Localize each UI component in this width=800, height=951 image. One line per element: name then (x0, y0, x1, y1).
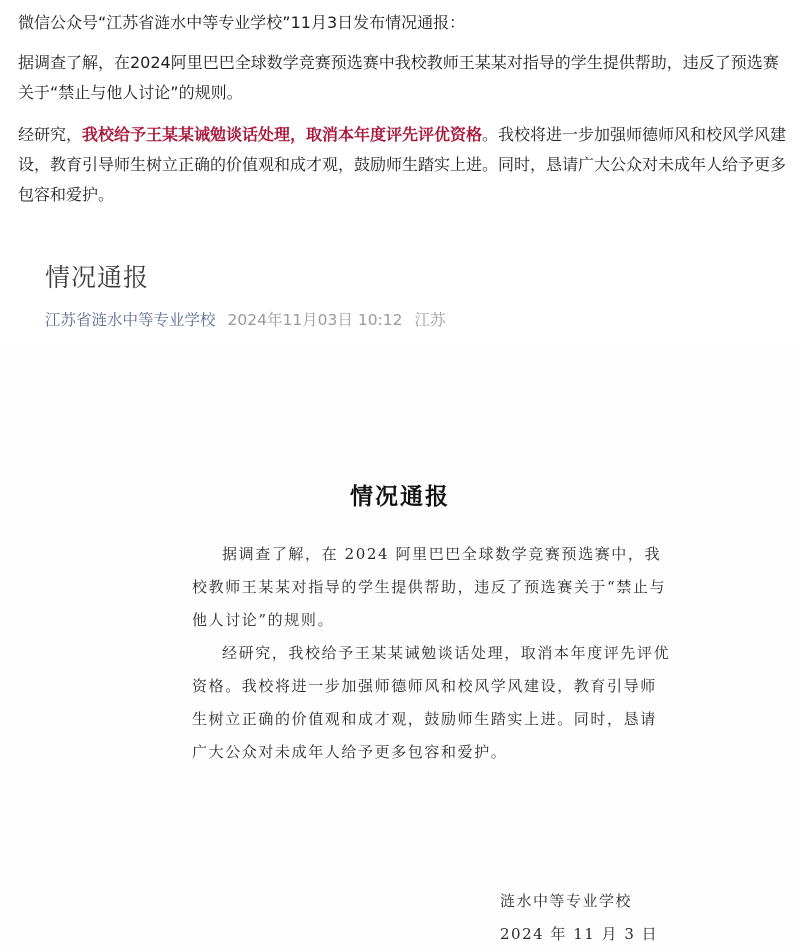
notice-title: 情况通报 (350, 483, 450, 510)
paragraph-2-rest: 。我校将进一步加强师德师风和校风学风建设，教育引导师生树立正确的价值观和成才观，鼓励师生踏实上进。同时，恳请广大公众对未成年人给予更多包容和爱护。 (18, 125, 787, 204)
article-text (18, 8, 788, 220)
post-location: 江苏 (414, 311, 446, 329)
highlighted-decision: 我校给予王某某诫勉谈话处理，取消本年度评先评优资格 (82, 125, 483, 144)
paragraph-2-lead: 经研究， (18, 125, 83, 144)
notice-body (192, 538, 672, 769)
article-intro: 微信公众号“江苏省涟水中等专业学校”11月3日发布情况通报： (18, 13, 466, 32)
notice-paragraph-1: 据调查了解，在 2024 阿里巴巴全球数学竞赛预选赛中，我校教师王某某对指导的学生提供帮助，违反了预选赛关于“禁止与他人讨论”的规则。 (192, 545, 667, 629)
wechat-account-link[interactable]: 江苏省涟水中等专业学校 (45, 311, 216, 329)
scanned-notice-image (0, 345, 800, 947)
wechat-post-meta (45, 308, 446, 330)
notice-date: 2024 年 11 月 3 日 (500, 925, 659, 943)
notice-signature: 涟水中等专业学校 (500, 892, 633, 910)
article-paragraph-2 (18, 120, 788, 210)
article-paragraph-1: 据调查了解，在2024阿里巴巴全球数学竞赛预选赛中我校教师王某某对指导的学生提供帮助，违反了预选赛关于“禁止与他人讨论”的规则。 (18, 53, 779, 102)
post-datetime: 2024年11月03日 10:12 (227, 311, 403, 329)
notice-paragraph-2: 经研究，我校给予王某某诫勉谈话处理，取消本年度评先评优资格。我校将进一步加强师德师风和校风学风建设，教育引导师生树立正确的价值观和成才观，鼓励师生踏实上进。同时，恳请广大公众对未成年人给予更多包容和爱护。 (192, 644, 671, 761)
wechat-post-title: 情况通报 (45, 263, 150, 292)
notice-signature-block (500, 885, 658, 951)
